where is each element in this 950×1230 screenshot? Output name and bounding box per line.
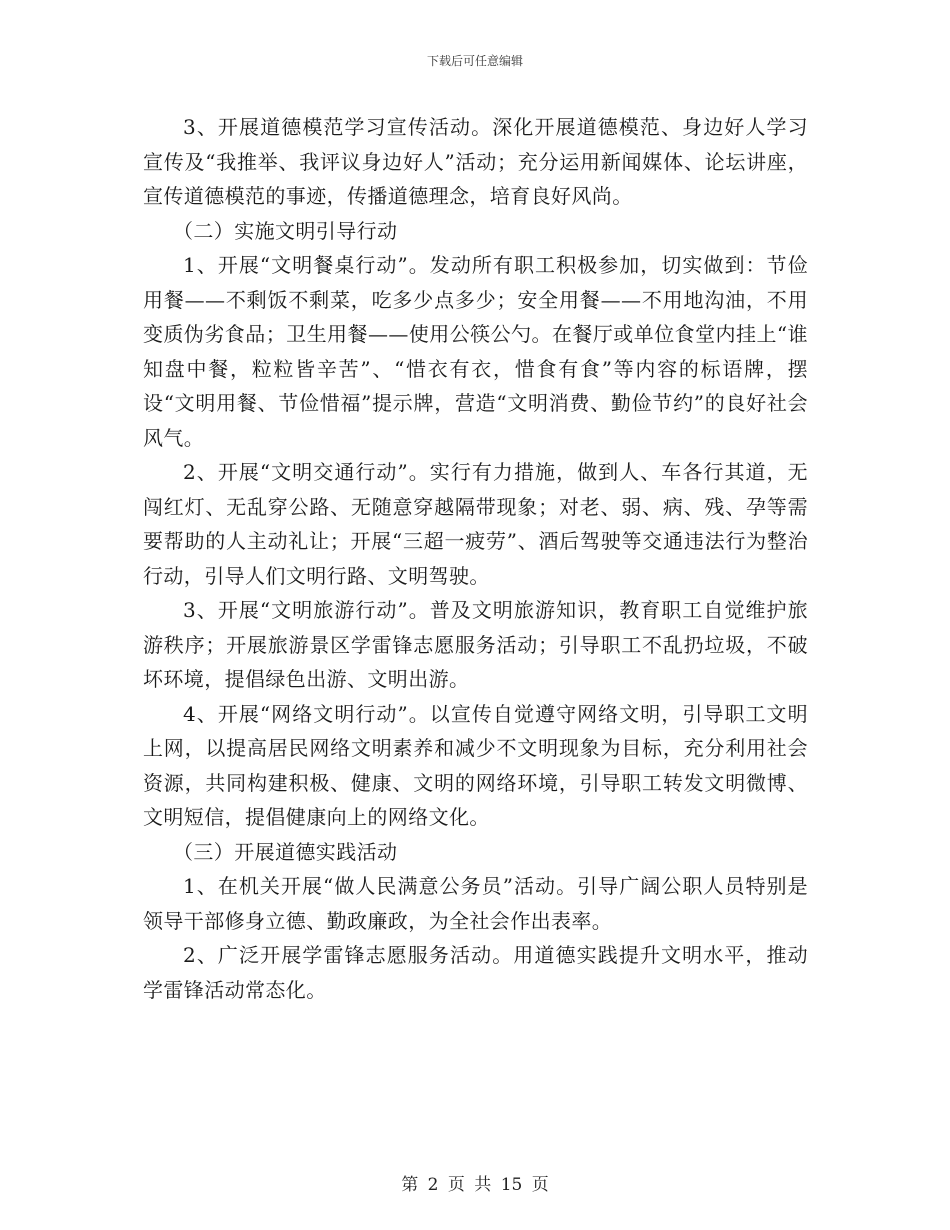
document-body xyxy=(143,110,808,1007)
paragraph-civil-traffic: 2、开展“文明交通行动”。实行有力措施，做到人、车各行其道，无闯红灯、无乱穿公路、无随意穿越隔带现象；对老、弱、病、残、孕等需要帮助的人主动礼让；开展“三超一疲劳”、酒后驾驶等交通违法行为整治行动，引导人们文明行路、文明驾驶。 xyxy=(143,460,808,588)
paragraph-moral-models: 3、开展道德模范学习宣传活动。深化开展道德模范、身边好人学习宣传及“我推举、我评议身边好人”活动；充分运用新闻媒体、论坛讲座，宣传道德模范的事迹，传播道德理念，培育良好风尚。 xyxy=(143,115,808,208)
page-header: 下载后可任意编辑 xyxy=(426,54,523,68)
page-number: 第 2 页 共 15 页 xyxy=(401,1175,549,1195)
paragraph-civil-tourism: 3、开展“文明旅游行动”。普及文明旅游知识，教育职工自觉维护旅游秩序；开展旅游景区学雷锋志愿服务活动；引导职工不乱扔垃圾，不破坏环境，提倡绿色出游、文明出游。 xyxy=(143,598,808,691)
section-heading-moral-practice: （三）开展道德实践活动 xyxy=(173,839,398,864)
paragraph-leifeng-volunteer: 2、广泛开展学雷锋志愿服务活动。用道德实践提升文明水平，推动学雷锋活动常态化。 xyxy=(143,943,808,1002)
paragraph-internet-civility: 4、开展“网络文明行动”。以宣传自觉遵守网络文明，引导职工文明上网，以提高居民网络文明素养和减少不文明现象为目标，充分利用社会资源，共同构建积极、健康、文明的网络环境，引导职工转发文明微博、文明短信，提倡健康向上的网络文化。 xyxy=(143,701,808,829)
section-heading-civility-guidance: （二）实施文明引导行动 xyxy=(173,218,398,243)
paragraph-civil-dining: 1、开展“文明餐桌行动”。发动所有职工积极参加，切实做到：节俭用餐——不剩饭不剩菜，吃多少点多少；安全用餐——不用地沟油，不用变质伪劣食品；卫生用餐——使用公筷公勺。在餐厅或单位食堂内挂上“谁知盘中餐，粒粒皆辛苦”、“惜衣有衣，惜食有食”等内容的标语牌，摆设“文明用餐、节俭惜福”提示牌，营造“文明消费、勤俭节约”的良好社会风气。 xyxy=(143,253,808,450)
paragraph-civil-servant: 1、在机关开展“做人民满意公务员”活动。引导广阔公职人员特别是领导干部修身立德、勤政廉政，为全社会作出表率。 xyxy=(143,874,808,933)
